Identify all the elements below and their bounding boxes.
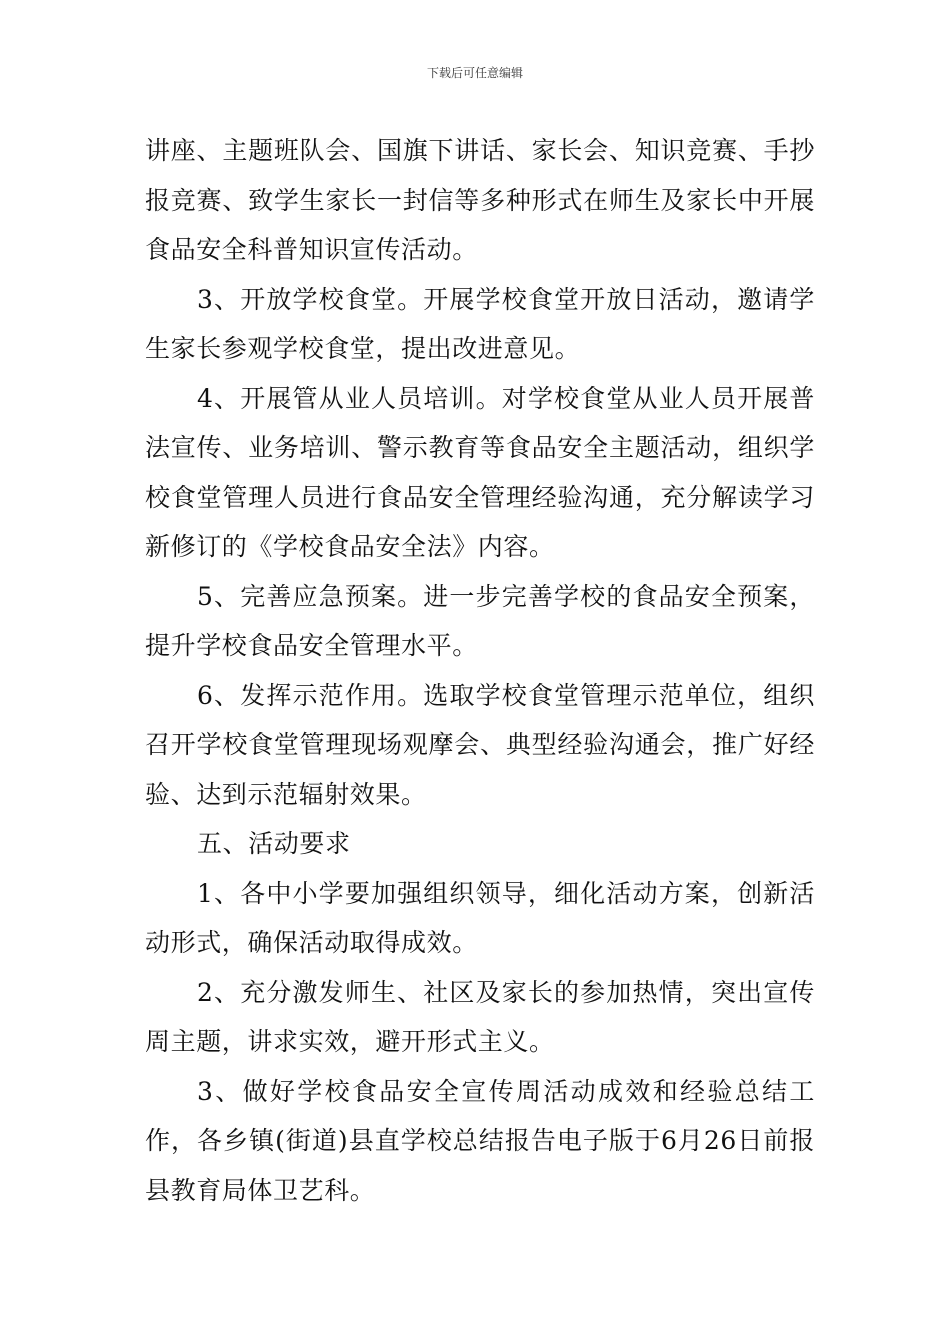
paragraph-requirement-1: 1、各中小学要加强组织领导，细化活动方案，创新活动形式，确保活动取得成效。 (145, 878, 815, 957)
paragraph-demonstration: 6、发挥示范作用。选取学校食堂管理示范单位，组织召开学校食堂管理现场观摩会、典型经验沟通会，推广好经验、达到示范辐射效果。 (145, 680, 815, 809)
paragraph-requirement-2: 2、充分激发师生、社区及家长的参加热情，突出宣传周主题，讲求实效，避开形式主义。 (145, 977, 815, 1056)
document-body (145, 126, 815, 1215)
paragraph-open-canteen: 3、开放学校食堂。开展学校食堂开放日活动，邀请学生家长参观学校食堂，提出改进意见。 (145, 284, 815, 363)
page-header: 下载后可任意编辑 (426, 66, 523, 80)
paragraph-requirement-3: 3、做好学校食品安全宣传周活动成效和经验总结工作，各乡镇(街道)县直学校总结报告电子版于6月26日前报县教育局体卫艺科。 (145, 1076, 815, 1205)
section-heading-requirements: 五、活动要求 (197, 829, 351, 858)
paragraph-staff-training: 4、开展管从业人员培训。对学校食堂从业人员开展普法宣传、业务培训、警示教育等食品安全主题活动，组织学校食堂管理人员进行食品安全管理经验沟通，充分解读学习新修订的《学校食品安全法》内容。 (145, 383, 815, 561)
paragraph-emergency-plan: 5、完善应急预案。进一步完善学校的食品安全预案，提升学校食品安全管理水平。 (145, 581, 815, 660)
paragraph-continuation: 讲座、主题班队会、国旗下讲话、家长会、知识竞赛、手抄报竞赛、致学生家长一封信等多种形式在师生及家长中开展食品安全科普知识宣传活动。 (145, 136, 815, 264)
